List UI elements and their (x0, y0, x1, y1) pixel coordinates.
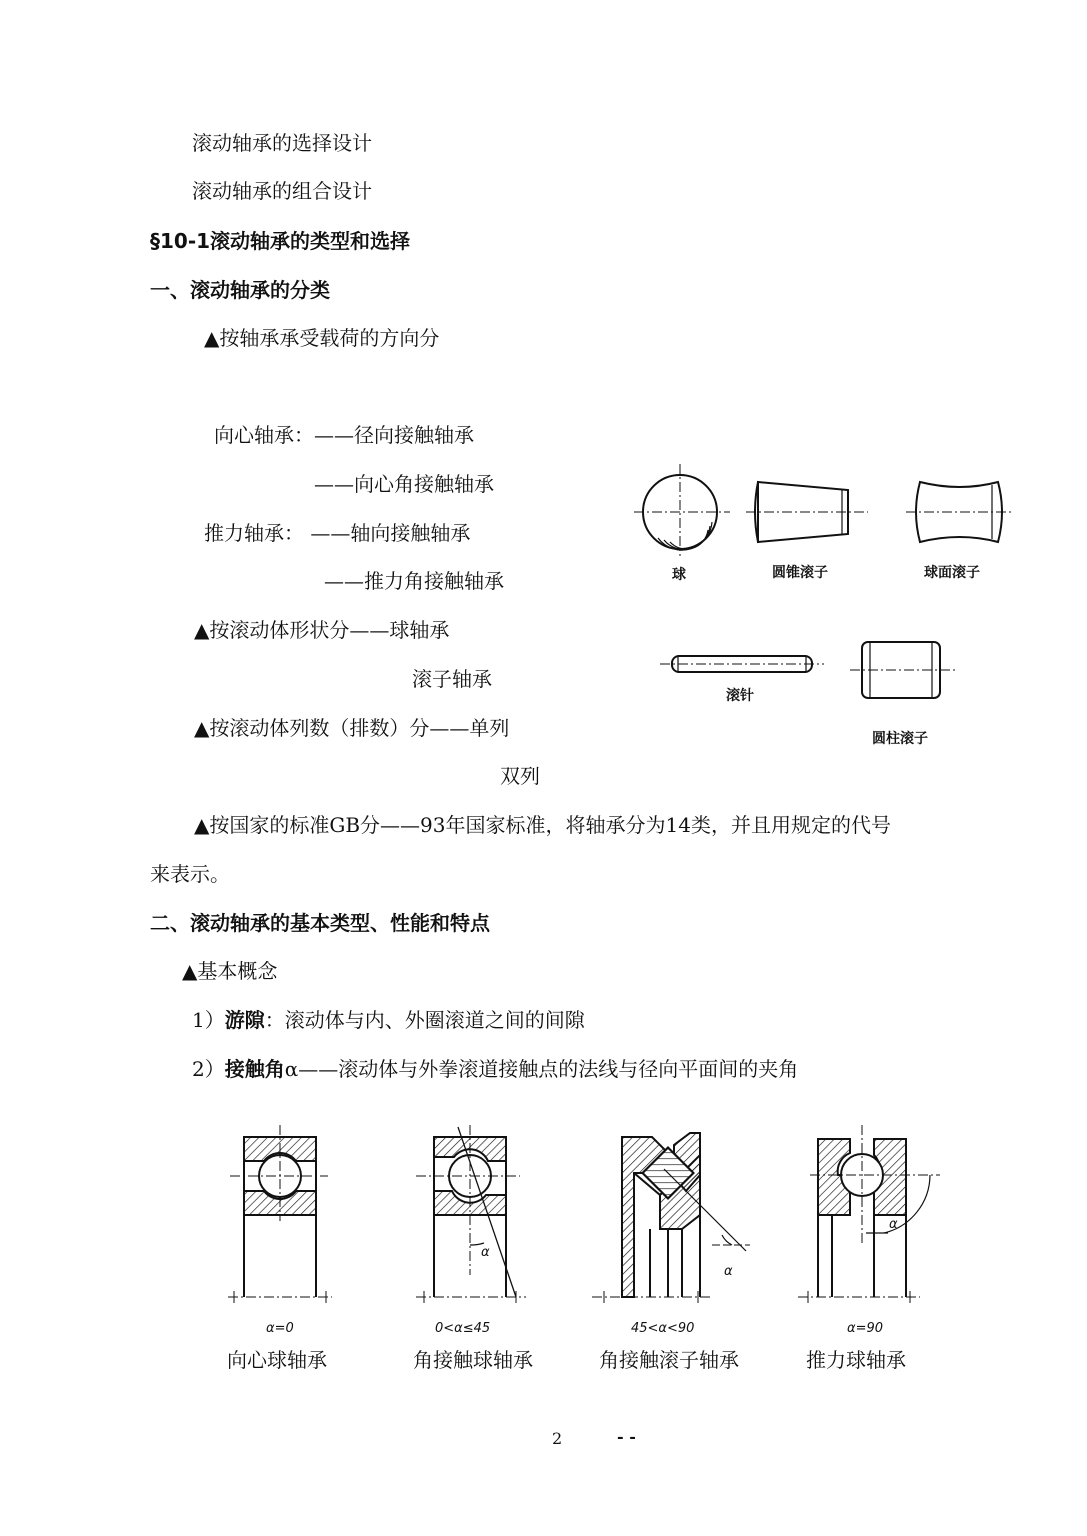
angle-radial-ball: α=0 (266, 1321, 294, 1336)
ball-shape (634, 464, 730, 556)
angle-thrust-ball: α=90 (847, 1321, 884, 1336)
tapered-roller-shape (746, 482, 868, 542)
label-tapered-roller: 圆锥滚子 (772, 565, 828, 581)
caption-radial-ball: 向心球轴承 (227, 1348, 327, 1372)
heading-basic-types: 二、滚动轴承的基本类型、性能和特点 (150, 911, 490, 935)
label-cylindrical-roller: 圆柱滚子 (872, 731, 928, 747)
label-ball: 球 (672, 567, 686, 583)
spherical-roller-shape (906, 482, 1012, 542)
line-clearance (192, 1008, 585, 1032)
line-rows: ▲按滚动体列数（排数）分——单列 (194, 716, 510, 740)
clearance-number: 1） (192, 1008, 225, 1032)
contact-angle-term: 接触角 (224, 1057, 285, 1081)
alpha-label-4: α (889, 1217, 898, 1232)
bearing-sections-figure (220, 1125, 950, 1315)
label-spherical-roller: 球面滚子 (924, 565, 980, 581)
clearance-term: 游隙 (224, 1008, 265, 1032)
cylindrical-roller-shape (850, 642, 956, 698)
line-double-row: 双列 (500, 764, 540, 788)
section-title: §10-1滚动轴承的类型和选择 (150, 229, 411, 253)
caption-angular-ball: 角接触球轴承 (413, 1348, 533, 1372)
line-thrust-bearing: 推力轴承： ——轴向接触轴承 (204, 521, 471, 545)
angular-contact-ball-bearing-section (416, 1125, 526, 1303)
line-contact-angle (192, 1057, 798, 1081)
alpha-label-2: α (481, 1245, 490, 1260)
heading-classification: 一、滚动轴承的分类 (150, 278, 330, 302)
line-radial-angular: ——向心角接触轴承 (314, 472, 494, 496)
line-gb-standard-cont: 来表示。 (150, 862, 230, 886)
line-thrust-angular: ——推力角接触轴承 (324, 569, 504, 593)
angle-angular-ball: 0<α≤45 (435, 1321, 491, 1336)
line-gb-standard: ▲按国家的标准GB分——93年国家标准，将轴承分为14类，并且用规定的代号 (194, 813, 891, 837)
radial-ball-bearing-section (228, 1125, 332, 1303)
clearance-text: ：滚动体与内、外圈滚道之间的间隙 (264, 1008, 585, 1032)
caption-thrust-ball: 推力球轴承 (806, 1348, 906, 1372)
needle-roller-shape (660, 656, 824, 672)
rolling-bodies-figure (630, 460, 1020, 750)
line-combination-design: 滚动轴承的组合设计 (192, 179, 372, 203)
footer-marks: - - (617, 1427, 636, 1446)
contact-angle-number: 2） (192, 1057, 225, 1081)
angle-angular-roller: 45<α<90 (631, 1321, 695, 1336)
line-roller-bearing: 滚子轴承 (412, 667, 492, 691)
alpha-label-3: α (724, 1264, 733, 1279)
line-basic-concepts: ▲基本概念 (182, 959, 278, 983)
caption-angular-roller: 角接触滚子轴承 (599, 1348, 739, 1372)
line-selection-design: 滚动轴承的选择设计 (192, 131, 372, 155)
line-load-direction: ▲按轴承承受载荷的方向分 (204, 326, 440, 350)
line-radial-bearing: 向心轴承：——径向接触轴承 (214, 423, 474, 447)
label-needle-roller: 滚针 (726, 688, 754, 704)
contact-angle-text: α——滚动体与外拳滚道接触点的法线与径向平面间的夹角 (284, 1057, 799, 1081)
thrust-ball-bearing-section (798, 1125, 940, 1303)
line-shape: ▲按滚动体形状分——球轴承 (194, 618, 450, 642)
page-number: 2 (552, 1429, 563, 1448)
